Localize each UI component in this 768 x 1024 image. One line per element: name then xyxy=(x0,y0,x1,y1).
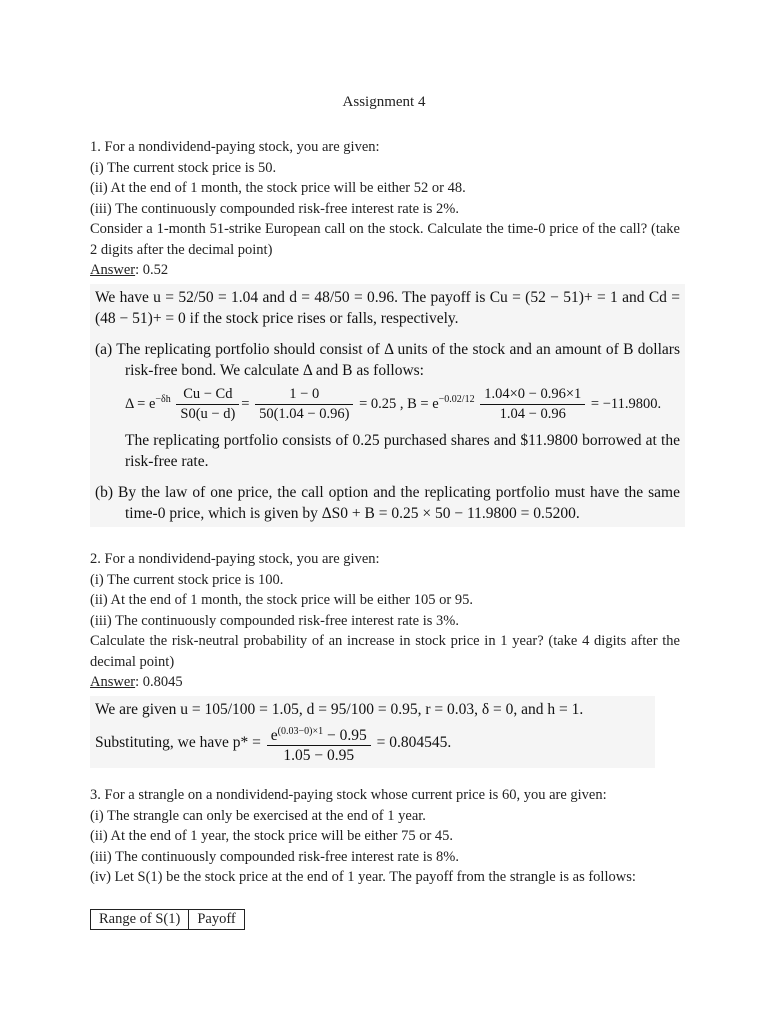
q3-item-i: (i) The strangle can only be exercised at the end of 1 year. xyxy=(90,807,426,824)
answer-value: : 0.52 xyxy=(135,262,169,278)
question-2 xyxy=(90,549,680,693)
q1-answer xyxy=(90,260,680,281)
question-1 xyxy=(90,137,680,281)
payoff-table xyxy=(90,909,245,930)
table-header-payoff: Payoff xyxy=(189,910,244,930)
q1-item-i: (i) The current stock price is 50. xyxy=(90,159,277,176)
question-3 xyxy=(90,785,680,888)
q1-portfolio-note: The replicating portfolio consists of 0.25 purchased shares and $11.9800 borrowed at the risk-free rate. xyxy=(125,432,680,470)
q1-item-ii: (ii) At the end of 1 month, the stock price will be either 52 or 48. xyxy=(90,180,466,196)
q1-solution-intro: We have u = 52/50 = 1.04 and d = 48/50 = 0.96. The payoff is Cu = (52 − 51)+ = 1 and Cd = (48 − 51)+ = 0 if the stock price rises or falls, respectively. xyxy=(95,289,680,327)
q1-intro: 1. For a nondividend-paying stock, you are given: xyxy=(90,139,380,155)
q2-intro: 2. For a nondividend-paying stock, you are given: xyxy=(90,551,380,567)
q2-answer xyxy=(90,672,680,693)
fraction: $\frac{Cu - Cd}{S0(u - d)}$ xyxy=(176,385,239,424)
table-header-range: Range of S(1) xyxy=(91,910,189,930)
q1-solution-part-b: (b) By the law of one price, the call option and the replicating portfolio must have the same time-0 price, which is given by ΔS0 + B = 0.25 × 50 − 11.9800 = 0.5200. xyxy=(95,484,680,522)
fraction: $\frac{e^{(0.03-0)\times 1} - 0.95}{1.05 - 0.95}$ xyxy=(267,722,371,765)
answer-value: : 0.8045 xyxy=(135,674,183,690)
fraction: $\frac{1.04\times 0 - 0.96\times 1}{1.04 - 0.96}$ xyxy=(480,385,585,424)
q3-item-iii: (iii) The continuously compounded risk-free interest rate is 8%. xyxy=(90,848,459,865)
q2-question: Calculate the risk-neutral probability of an increase in stock price in 1 year? (take 4 digits after the decimal point) xyxy=(90,633,680,670)
q3-item-ii: (ii) At the end of 1 year, the stock price will be either 75 or 45. xyxy=(90,828,454,844)
q2-solution xyxy=(90,696,655,768)
q1-solution-part-a: (a) The replicating portfolio should consist of Δ units of the stock and an amount of B dollars risk-free bond. We calculate Δ and B as follows: xyxy=(95,341,680,379)
q2-solution-intro: We are given u = 105/100 = 1.05, d = 95/100 = 0.95, r = 0.03, δ = 0, and h = 1. xyxy=(95,701,584,718)
q3-item-iv: (iv) Let S(1) be the stock price at the end of 1 year. The payoff from the strangle is as follows: xyxy=(90,869,636,885)
q2-item-i: (i) The current stock price is 100. xyxy=(90,571,284,588)
answer-label: Answer xyxy=(90,262,136,278)
page-title: Assignment 4 xyxy=(342,94,426,110)
table-header-row xyxy=(91,910,245,930)
q2-item-ii: (ii) At the end of 1 month, the stock price will be either 105 or 95. xyxy=(90,592,473,608)
q2-formula: Substituting, we have p* = $\frac{e^{(0.03-0)\times 1} - 0.95}{1.05 - 0.95}$ = 0.804545. xyxy=(95,722,650,765)
q1-solution xyxy=(90,284,685,527)
q1-question: Consider a 1-month 51-strike European call on the stock. Calculate the time-0 price of the call? (take 2 digits after the decimal point) xyxy=(90,221,680,258)
q3-intro: 3. For a strangle on a nondividend-paying stock whose current price is 60, you are given: xyxy=(90,787,607,803)
fraction: $\frac{1 - 0}{50(1.04 - 0.96)}$ xyxy=(255,385,353,424)
q1-item-iii: (iii) The continuously compounded risk-free interest rate is 2%. xyxy=(90,200,459,217)
q1-formula: $\Delta = e^{-\delta h}$ $\frac{Cu - Cd}{S0(u - d)}$ = $\frac{1 - 0}{50(1.04 - 0.96)}$ = 0.25 , $B = e^{-0.02/12}$ $\frac{1.04\times 0 - 0.96\times 1}{1.04 - 0.96}$ = −11.9800. xyxy=(125,386,662,422)
answer-label: Answer xyxy=(90,674,136,690)
q2-item-iii: (iii) The continuously compounded risk-free interest rate is 3%. xyxy=(90,612,459,629)
